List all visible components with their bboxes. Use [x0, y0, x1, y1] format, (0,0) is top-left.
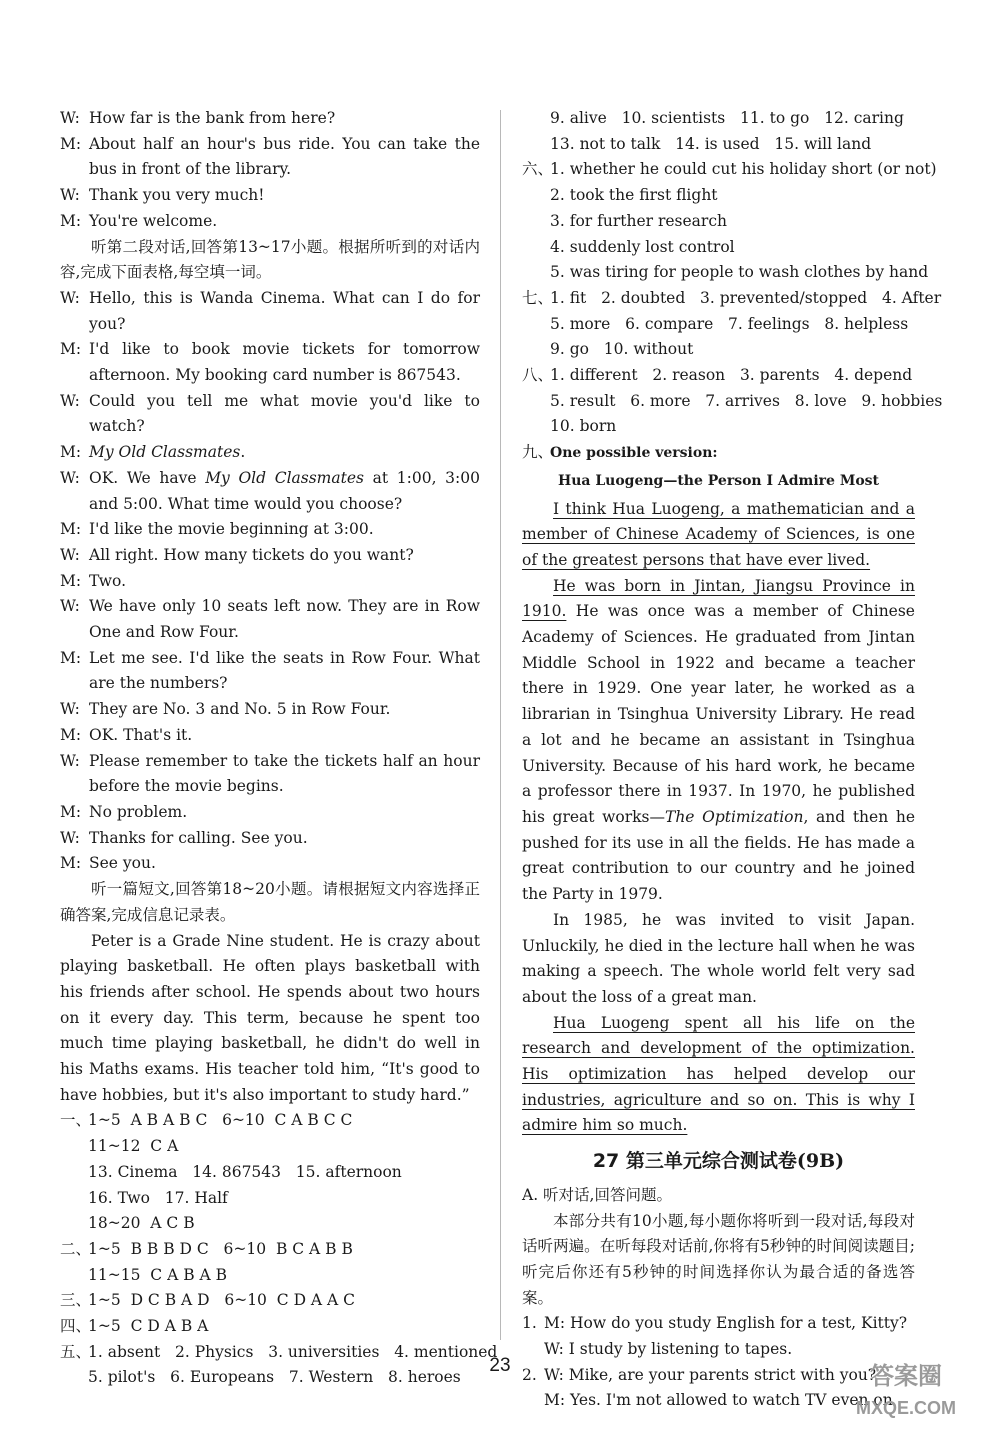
answer-text: 1. whether he could cut his holiday short (or not) [550, 160, 937, 179]
dialogue-line [60, 286, 480, 337]
answer-text: 5. more 6. compare 7. feelings 8. helpless [550, 314, 909, 333]
line-text: All right. How many tickets do you want? [89, 545, 414, 564]
speaker-label: M: [60, 802, 82, 821]
answer-row [60, 1186, 480, 1212]
works-title: The Optimization [664, 807, 804, 826]
answer-text: 16. Two 17. Half [88, 1188, 228, 1207]
essay-title: Hua Luogeng—the Person I Admire Most [557, 472, 880, 489]
dialogue-line [60, 646, 480, 697]
dialogue-line [60, 183, 480, 209]
part-a-heading: A. 听对话,回答问题。 [522, 1185, 672, 1204]
section-label: 七、 [522, 288, 554, 307]
section-label: 四、 [60, 1317, 92, 1336]
dialogue-line [60, 800, 480, 826]
line-text: You're welcome. [89, 211, 218, 230]
line-text: Thanks for calling. See you. [89, 828, 308, 847]
answer-text: 9. alive 10. scientists 11. to go 12. caring [550, 109, 904, 127]
answer-row [60, 1314, 480, 1340]
section-title-tail: (9B) [796, 1150, 845, 1173]
answer-row [522, 363, 915, 389]
line-text: Could you tell me what movie you'd like to watch? [89, 391, 480, 436]
speaker-label: W: [60, 700, 80, 719]
answer-row [60, 1263, 480, 1289]
answer-row [60, 1211, 480, 1237]
section-title-text: 27 第三单元综合测试卷 [592, 1150, 797, 1173]
question-1 [522, 1311, 915, 1337]
speaker-label: M: [60, 443, 82, 462]
line-text: How far is the bank from here? [89, 109, 336, 127]
dialogue-line [60, 106, 480, 132]
answer-row [522, 106, 915, 132]
answer-text: 10. born [550, 417, 617, 436]
speaker-label: W: [60, 597, 80, 616]
answer-row [522, 337, 915, 363]
speaker-label: M: [60, 340, 82, 359]
speaker-label: W: [60, 186, 80, 205]
question-number: 2. [522, 1365, 537, 1384]
essay-paragraph-3: In 1985, he was invited to visit Japan. Unluckily, he died in the lecture hall when he was making a speech. The whole world felt very sad about the loss of a great man. [522, 910, 915, 1006]
punctuation: . [240, 443, 246, 462]
line-text: Hello, this is Wanda Cinema. What can I do for you? [89, 288, 480, 333]
answer-text: 1~5 D C B A D 6~10 C D A A C [88, 1291, 356, 1310]
line-text: No problem. [89, 802, 188, 821]
line-text: at 1:00, 3:00 and 5:00. What time would you choose? [89, 468, 480, 513]
speaker-label: M: [60, 134, 82, 153]
question-1-answer: W: I study by listening to tapes. [544, 1340, 793, 1359]
instruction-dialogue-two: 听第二段对话,回答第13~17小题。根据所听到的对话内容,完成下面表格,每空填一词。 [60, 237, 480, 282]
answer-row [60, 1288, 480, 1314]
dialogue-line [60, 389, 480, 440]
answer-text: 11~15 C A B A B [88, 1265, 228, 1284]
dialogue-line [60, 851, 480, 877]
speaker-label: M: [60, 725, 82, 744]
section-label: 五、 [60, 1342, 92, 1361]
version-text: One possible version: [550, 445, 718, 462]
dialogue-line [60, 749, 480, 800]
speaker-label: W: [60, 751, 80, 770]
answer-row [522, 286, 942, 312]
answer-row [60, 1134, 480, 1160]
dialogue-line [60, 440, 480, 466]
section-label: 九、 [522, 443, 554, 462]
watermark-logo [836, 1352, 976, 1424]
answer-text: 5. result 6. more 7. arrives 8. love 9. hobbies [550, 391, 943, 410]
question-number: 1. [522, 1314, 537, 1333]
section-label: 六、 [522, 160, 554, 179]
answer-text: 5. pilot's 6. Europeans 7. Western 8. heroes [88, 1368, 461, 1387]
essay-text: , and then he pushed for its use in all the fields. He has made a great contribution to our country and he joined the Party in 1979. [522, 807, 915, 904]
answer-text: 9. go 10. without [550, 340, 694, 359]
speaker-label: W: [60, 109, 80, 127]
answer-row [522, 209, 915, 235]
essay-paragraph-2 [522, 574, 915, 908]
answer-text: 5. was tiring for people to wash clothes by hand [550, 263, 929, 282]
line-text: OK. We have [89, 468, 206, 487]
answer-row [522, 389, 943, 415]
dialogue-line [60, 132, 480, 183]
version-heading [522, 440, 915, 467]
answer-row [522, 157, 937, 183]
left-column [60, 106, 498, 1391]
dialogue-line [60, 209, 480, 235]
essay-paragraph-4: Hua Luogeng spent all his life on the research and development of the optimization. His optimization has helped develop our industries, agriculture and so on. This is why I admire him so much. [522, 1013, 915, 1135]
essay-text: He was once was a member of Chinese Academy of Sciences. He graduated from Jintan Middle School in 1922 and became a teacher there in 1929. One year later, he worked as a librarian in Tsinghua University Library. He read a lot and he became an assistant in Tsinghua University. Because of his hard work, he became a professor there in 1937. In 1970, he published his great works— [522, 602, 915, 826]
answer-row [522, 183, 915, 209]
underlined-sentence: He was born in Jintan, Jiangsu Province in 1910. [522, 576, 915, 621]
section-title [522, 1149, 915, 1175]
dialogue-line [60, 517, 480, 543]
speaker-label: W: [60, 391, 80, 410]
line-text: About half an hour's bus ride. You can take the bus in front of the library. [89, 134, 480, 179]
section-label: 一、 [60, 1111, 92, 1130]
page-number: 23 [489, 1355, 511, 1376]
section-label: 三、 [60, 1291, 92, 1310]
question-line: M: How do you study English for a test, Kitty? [544, 1314, 908, 1333]
line-text: Thank you very much! [89, 186, 265, 205]
answer-key-right [522, 106, 943, 440]
section-label: 二、 [60, 1239, 92, 1258]
section-label: 八、 [522, 366, 554, 385]
movie-title: My Old Classmates [89, 443, 241, 462]
listening-passage: Peter is a Grade Nine student. He is crazy about playing basketball. He often plays basketball with his friends after school. He spends about two hours on it every day. This term, because he spent too much time playing basketball, he didn't do well in his Maths exams. His teacher told him, “It's good to have hobbies, but it's also important to study hard.” [60, 931, 480, 1104]
line-text: I'd like the movie beginning at 3:00. [89, 520, 374, 539]
speaker-label: M: [60, 520, 82, 539]
answer-row [522, 414, 915, 440]
column-divider [500, 110, 501, 1340]
answer-text: 1~5 A B A B C 6~10 C A B C C [88, 1111, 353, 1130]
dialogue-line [60, 569, 480, 595]
speaker-label: M: [60, 854, 82, 873]
answer-row [60, 1160, 480, 1186]
movie-title: My Old Classmates [205, 468, 364, 487]
line-text: Let me see. I'd like the seats in Row Four. What are the numbers? [89, 648, 480, 693]
answer-text: 1~5 B B B D C 6~10 B C A B B [88, 1239, 353, 1258]
answer-text: 4. suddenly lost control [550, 237, 735, 256]
answer-text: 11~12 C A [88, 1137, 179, 1156]
dialogue-line [60, 466, 480, 517]
question-line: W: Mike, are your parents strict with you? [544, 1365, 877, 1384]
speaker-label: M: [60, 648, 82, 667]
answer-text: 3. for further research [550, 211, 727, 230]
dialogue-line [60, 697, 480, 723]
answer-text: 13. Cinema 14. 867543 15. afternoon [88, 1162, 402, 1181]
dialogue-line [60, 543, 480, 569]
dialogue-one [60, 106, 480, 235]
speaker-label: W: [60, 468, 80, 487]
speaker-label: W: [60, 828, 80, 847]
answer-row [522, 132, 915, 158]
answer-text: 1. fit 2. doubted 3. prevented/stopped 4. After [550, 288, 942, 307]
answer-row [60, 1237, 480, 1263]
answer-text: 1~5 C D A B A [88, 1317, 209, 1336]
answer-row [522, 260, 929, 286]
dialogue-line [60, 594, 480, 645]
speaker-label: W: [60, 288, 80, 307]
question-2-answer: M: Yes. I'm not allowed to watch TV even on [544, 1391, 893, 1410]
part-a-instructions: 本部分共有10小题,每小题你将听到一段对话,每段对话听两遍。在听每段对话前,你将有5秒钟的时间阅读题目;听完后你还有5秒钟的时间选择你认为最合适的备选答案。 [522, 1211, 915, 1307]
dialogue-line [60, 826, 480, 852]
dialogue-three [60, 517, 480, 877]
answer-text: 1. absent 2. Physics 3. universities 4. mentioned [88, 1342, 498, 1361]
line-text: I'd like to book movie tickets for tomorrow afternoon. My booking card number is 867543. [89, 340, 480, 385]
answer-key-left [60, 1108, 498, 1391]
dialogue-line [60, 337, 480, 388]
watermark-logo-text: 答案圈 [870, 1363, 942, 1390]
essay-paragraph-1: I think Hua Luogeng, a mathematician and a member of Chinese Academy of Sciences, is one of the greatest persons that have ever lived. [522, 499, 915, 569]
speaker-label: W: [60, 545, 80, 564]
line-text: OK. That's it. [89, 725, 193, 744]
speaker-label: M: [60, 571, 82, 590]
watermark-url: MXQE.COM [855, 1398, 957, 1418]
answer-text: 13. not to talk 14. is used 15. will land [550, 134, 872, 153]
line-text: Two. [89, 571, 127, 590]
instruction-passage: 听一篇短文,回答第18~20小题。请根据短文内容选择正确答案,完成信息记录表。 [60, 880, 480, 924]
line-text: We have only 10 seats left now. They are in Row One and Row Four. [89, 597, 480, 642]
answer-text: 18~20 A C B [88, 1214, 195, 1233]
speaker-label: M: [60, 211, 82, 230]
answer-text: 2. took the first flight [550, 186, 718, 205]
answer-row [60, 1108, 480, 1134]
answer-row [522, 312, 915, 338]
line-text: They are No. 3 and No. 5 in Row Four. [89, 700, 391, 719]
line-text: Please remember to take the tickets half an hour before the movie begins. [89, 751, 480, 796]
answer-row [522, 235, 915, 261]
line-text: See you. [89, 854, 156, 873]
answer-text: 1. different 2. reason 3. parents 4. depend [550, 366, 913, 385]
dialogue-line [60, 723, 480, 749]
dialogue-two [60, 286, 480, 440]
